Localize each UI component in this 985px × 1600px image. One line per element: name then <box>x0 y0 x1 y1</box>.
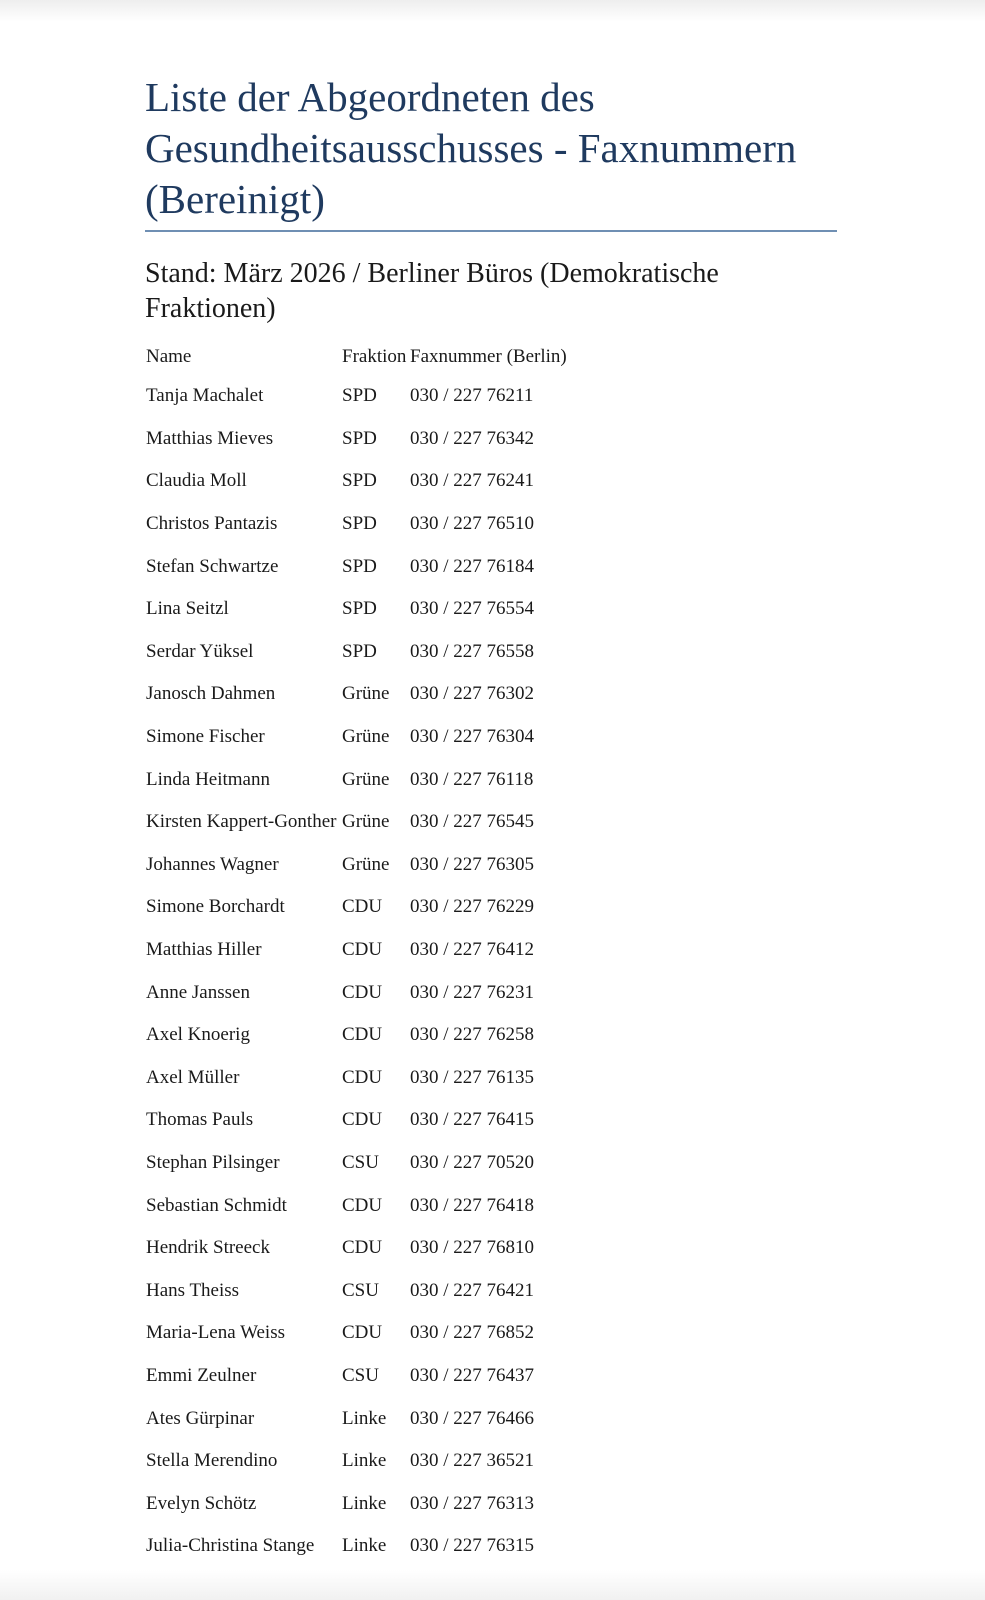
cell-fax: 030 / 227 76211 <box>410 385 534 407</box>
cell-fraktion: Grüne <box>342 683 390 705</box>
cell-fraktion: SPD <box>342 640 377 662</box>
cell-name: Ates Gürpinar <box>146 1407 255 1429</box>
cell-fax: 030 / 227 76231 <box>410 981 535 1003</box>
bottom-shadow <box>0 1570 985 1600</box>
table-row <box>145 801 590 844</box>
cell-fraktion: CDU <box>342 981 383 1003</box>
table-row <box>145 1397 590 1440</box>
table-row <box>145 588 590 631</box>
cell-fraktion: SPD <box>342 598 377 620</box>
cell-name: Stefan Schwartze <box>146 555 279 577</box>
header-fax: Faxnummer (Berlin) <box>410 346 567 367</box>
cell-fraktion: CSU <box>342 1279 379 1301</box>
cell-name: Johannes Wagner <box>146 853 279 875</box>
cell-fax: 030 / 227 76421 <box>410 1279 535 1301</box>
cell-name: Hans Theiss <box>146 1279 240 1301</box>
cell-name: Maria-Lena Weiss <box>146 1322 285 1344</box>
cell-name: Evelyn Schötz <box>146 1492 257 1514</box>
cell-fax: 030 / 227 76545 <box>410 811 535 833</box>
cell-name: Kirsten Kappert-Gonther <box>146 811 337 833</box>
cell-fraktion: CDU <box>342 1024 383 1046</box>
table-row <box>145 1099 590 1142</box>
table-row <box>145 1482 590 1525</box>
table-row <box>145 758 590 801</box>
cell-fax: 030 / 227 76184 <box>410 555 535 577</box>
cell-fax: 030 / 227 76118 <box>410 768 534 790</box>
page-title: Liste der Abgeordneten des Gesundheitsausschusses - Faxnummern (Bereinigt) <box>145 72 837 232</box>
cell-fax: 030 / 227 76258 <box>410 1024 535 1046</box>
cell-fax: 030 / 227 70520 <box>410 1151 535 1173</box>
table-row <box>145 1142 590 1185</box>
table-row <box>145 545 590 588</box>
cell-fraktion: SPD <box>342 555 377 577</box>
cell-fraktion: Linke <box>342 1535 387 1557</box>
table-row <box>145 673 590 716</box>
cell-fraktion: CDU <box>342 939 383 961</box>
cell-fax: 030 / 227 76135 <box>410 1066 535 1088</box>
table-row <box>145 503 590 546</box>
cell-fax: 030 / 227 76415 <box>410 1109 535 1131</box>
table-row <box>145 1269 590 1312</box>
cell-name: Axel Knoerig <box>146 1024 250 1046</box>
header-fraktion: Fraktion <box>342 346 407 367</box>
cell-name: Axel Müller <box>146 1066 240 1088</box>
cell-fax: 030 / 227 76810 <box>410 1237 535 1259</box>
table-header-row <box>145 339 590 375</box>
cell-name: Stephan Pilsinger <box>146 1151 280 1173</box>
cell-fraktion: CDU <box>342 1066 383 1088</box>
cell-fraktion: Linke <box>342 1407 387 1429</box>
cell-fax: 030 / 227 76437 <box>410 1364 535 1386</box>
table-row <box>145 1440 590 1483</box>
cell-fax: 030 / 227 76315 <box>410 1535 535 1557</box>
cell-name: Tanja Machalet <box>146 385 264 407</box>
cell-fraktion: CDU <box>342 1194 383 1216</box>
cell-fax: 030 / 227 76313 <box>410 1492 535 1514</box>
cell-name: Simone Fischer <box>146 726 265 748</box>
table-row <box>145 375 590 418</box>
table-row <box>145 716 590 759</box>
cell-fax: 030 / 227 76304 <box>410 726 535 748</box>
cell-name: Janosch Dahmen <box>146 683 276 705</box>
page-subtitle: Stand: März 2026 / Berliner Büros (Demokratische Fraktionen) <box>145 258 719 324</box>
cell-fraktion: SPD <box>342 470 377 492</box>
cell-name: Matthias Hiller <box>146 939 262 961</box>
table-row <box>145 418 590 461</box>
cell-name: Serdar Yüksel <box>146 640 254 662</box>
cell-fax: 030 / 227 76302 <box>410 683 535 705</box>
table-row <box>145 1355 590 1398</box>
cell-fax: 030 / 227 76558 <box>410 640 535 662</box>
table-row <box>145 1227 590 1270</box>
cell-name: Julia-Christina Stange <box>146 1535 315 1557</box>
table-row <box>145 460 590 503</box>
cell-name: Emmi Zeulner <box>146 1364 257 1386</box>
cell-fax: 030 / 227 76342 <box>410 427 535 449</box>
cell-name: Claudia Moll <box>146 470 247 492</box>
top-shadow <box>0 0 985 22</box>
cell-fax: 030 / 227 76510 <box>410 513 535 535</box>
table-row <box>145 1525 590 1568</box>
cell-name: Matthias Mieves <box>146 427 274 449</box>
cell-fraktion: SPD <box>342 385 377 407</box>
cell-fax: 030 / 227 76852 <box>410 1322 535 1344</box>
cell-name: Thomas Pauls <box>146 1109 254 1131</box>
table-row <box>145 1014 590 1057</box>
table-row <box>145 1312 590 1355</box>
cell-fraktion: CDU <box>342 1109 383 1131</box>
header-name: Name <box>146 346 192 367</box>
cell-fraktion: Grüne <box>342 853 390 875</box>
cell-fraktion: CSU <box>342 1151 379 1173</box>
cell-fax: 030 / 227 76466 <box>410 1407 535 1429</box>
table-row <box>145 971 590 1014</box>
cell-name: Hendrik Streeck <box>146 1237 270 1259</box>
cell-fraktion: CSU <box>342 1364 379 1386</box>
cell-fax: 030 / 227 76418 <box>410 1194 535 1216</box>
cell-name: Anne Janssen <box>146 981 250 1003</box>
cell-fraktion: Linke <box>342 1450 387 1472</box>
cell-fraktion: Grüne <box>342 726 390 748</box>
cell-fax: 030 / 227 76554 <box>410 598 535 620</box>
table-row <box>145 886 590 929</box>
cell-fraktion: Linke <box>342 1492 387 1514</box>
cell-fax: 030 / 227 76241 <box>410 470 535 492</box>
cell-name: Lina Seitzl <box>146 598 229 620</box>
cell-name: Simone Borchardt <box>146 896 285 918</box>
table-row <box>145 929 590 972</box>
document-page <box>145 72 845 1568</box>
cell-name: Linda Heitmann <box>146 768 270 790</box>
cell-fraktion: Grüne <box>342 768 390 790</box>
table-row <box>145 1184 590 1227</box>
cell-name: Stella Merendino <box>146 1450 278 1472</box>
cell-fraktion: CDU <box>342 896 383 918</box>
cell-fax: 030 / 227 76412 <box>410 939 535 961</box>
cell-fraktion: Grüne <box>342 811 390 833</box>
table-row <box>145 631 590 674</box>
cell-fax: 030 / 227 76305 <box>410 853 535 875</box>
cell-fraktion: SPD <box>342 427 377 449</box>
cell-name: Christos Pantazis <box>146 513 278 535</box>
table-row <box>145 1057 590 1100</box>
cell-fax: 030 / 227 36521 <box>410 1450 535 1472</box>
cell-fraktion: SPD <box>342 513 377 535</box>
table-row <box>145 844 590 887</box>
cell-name: Sebastian Schmidt <box>146 1194 287 1216</box>
cell-fraktion: CDU <box>342 1237 383 1259</box>
fax-table <box>145 339 590 1568</box>
cell-fraktion: CDU <box>342 1322 383 1344</box>
cell-fax: 030 / 227 76229 <box>410 896 535 918</box>
